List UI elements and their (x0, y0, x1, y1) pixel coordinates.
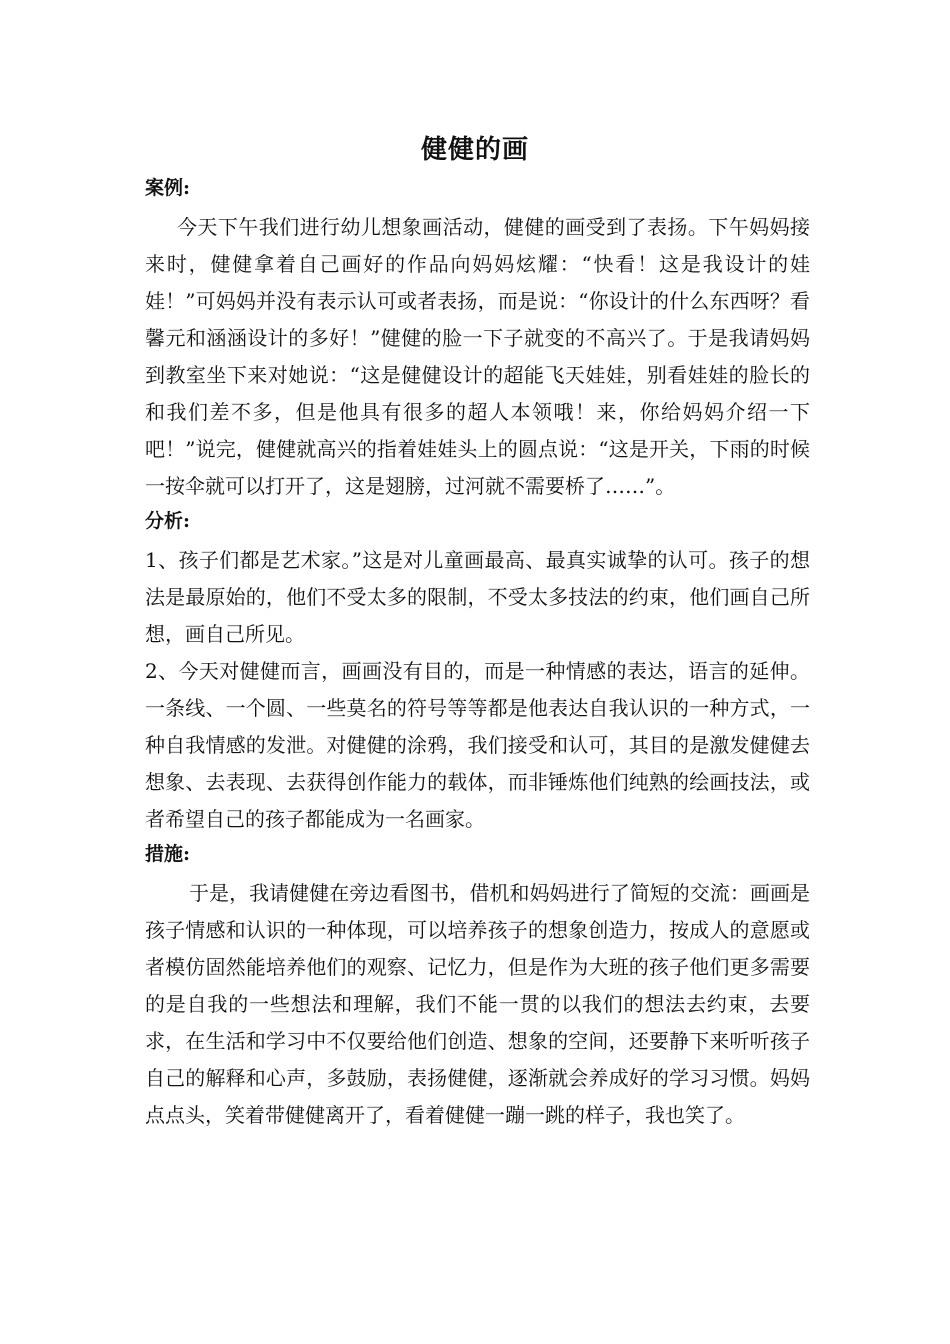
analysis-paragraph-2: 2、今天对健健而言，画画没有目的，而是一种情感的表达，语言的延伸。一条线、一个圆、一些莫名的符号等等都是他表达自我认识的一种方式，一种自我情感的发泄。对健健的涂鸦，我们接受和认可，其目的是激发健健去想象、去表现、去获得创作能力的载体，而非锤炼他们纯熟的绘画技法，或者希望自己的孩子都能成为一名画家。 (145, 659, 810, 831)
case-heading: 案例: (145, 177, 191, 199)
analysis-paragraph-1: 1、孩子们都是艺术家。”这是对儿童画最高、最真实诚挚的认可。孩子的想法是最原始的，他们不受太多的限制，不受太多技法的约束，他们画自己所想，画自己所见。 (145, 548, 810, 646)
analysis-section (145, 505, 810, 838)
measures-section (145, 838, 810, 1134)
case-paragraph: 今天下午我们进行幼儿想象画活动，健健的画受到了表扬。下午妈妈接来时，健健拿着自己画好的作品向妈妈炫耀：“快看！这是我设计的娃娃！”可妈妈并没有表示认可或者表扬，而是说：“你设计的什么东西呀？看馨元和涵涵设计的多好！”健健的脸一下子就变的不高兴了。于是我请妈妈到教室坐下来对她说：“这是健健设计的超能飞天娃娃，别看娃娃的脸长的和我们差不多，但是他具有很多的超人本领哦！来，你给妈妈介绍一下吧！”说完，健健就高兴的指着娃娃头上的圆点说：“这是开关，下雨的时候一按伞就可以打开了，这是翅膀，过河就不需要桥了……”。 (145, 215, 810, 498)
measures-paragraph: 于是，我请健健在旁边看图书，借机和妈妈进行了简短的交流：画画是孩子情感和认识的一种体现，可以培养孩子的想象创造力，按成人的意愿或者模仿固然能培养他们的观察、记忆力，但是作为大班的孩子他们更多需要的是自我的一些想法和理解，我们不能一贯的以我们的想法去约束，去要求，在生活和学习中不仅要给他们创造、想象的空间，还要静下来听听孩子自己的解释和心声，多鼓励，表扬健健，逐渐就会养成好的学习习惯。妈妈点点头，笑着带健健离开了，看着健健一蹦一跳的样子，我也笑了。 (145, 881, 810, 1127)
document-title: 健健的画 (420, 135, 529, 165)
measures-heading: 措施: (145, 843, 191, 865)
case-section (145, 172, 810, 505)
analysis-heading: 分析: (145, 510, 191, 532)
document-body (145, 172, 810, 1134)
